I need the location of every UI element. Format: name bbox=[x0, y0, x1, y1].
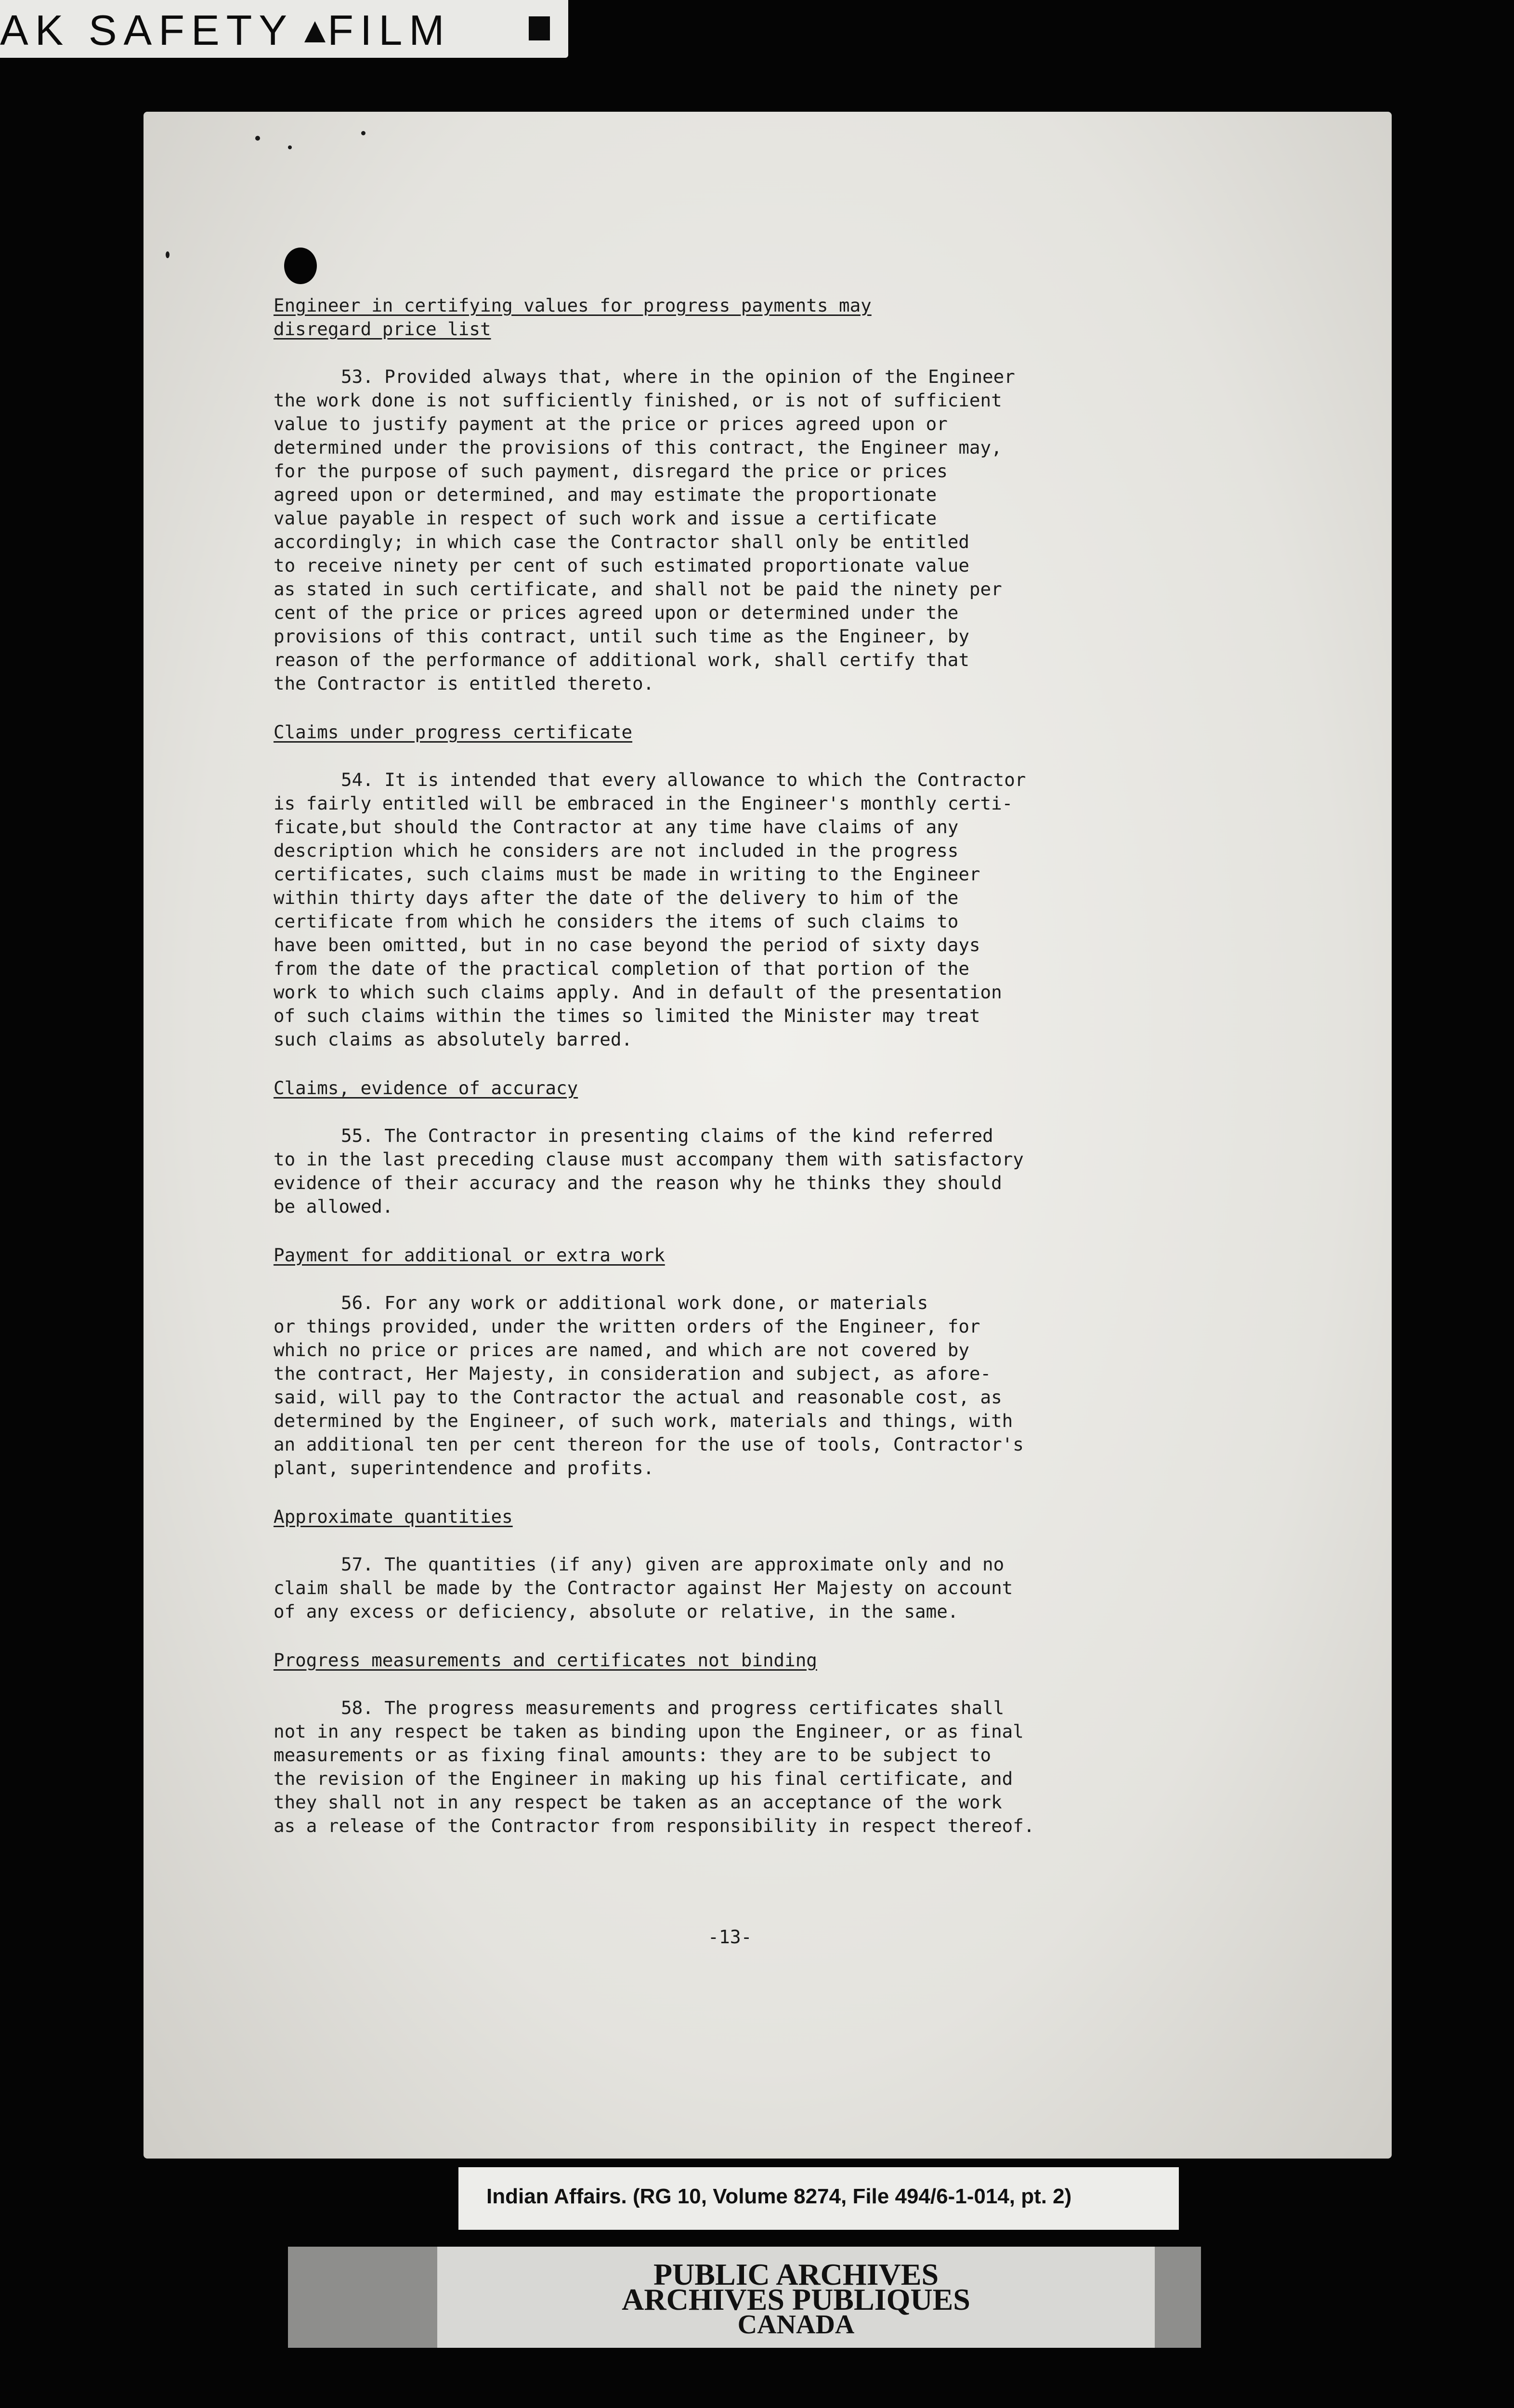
page-number: -13- bbox=[708, 1926, 752, 1948]
section-paragraph: 54. It is intended that every allowance to which the Contractor is fairly entitled will be embraced in the Engineer's monthly certi- ficate,but should the Contractor at any time have claims of any description which he considers are not included in the progress certificates, such claims must be made in writing to the Engineer within thirty days after the date of the delivery to him of the certificate from which he considers the items of such claims to have been omitted, but in no case beyond the period of sixty days from the date of the practical completion of that portion of the work to which such claims apply. And in default of the presentation of such claims within the times so limited the Minister may treat such claims as absolutely barred. bbox=[274, 769, 1026, 1050]
section-heading: Claims under progress certificate bbox=[274, 721, 633, 743]
speck bbox=[166, 251, 170, 258]
square-icon bbox=[529, 16, 550, 40]
film-label bbox=[0, 6, 451, 55]
clause-57 bbox=[274, 1505, 1246, 1623]
clause-54 bbox=[274, 720, 1246, 1051]
film-label-right: FILM bbox=[327, 6, 451, 54]
clause-53 bbox=[274, 294, 1246, 695]
document-body bbox=[274, 294, 1246, 1863]
document-page bbox=[144, 112, 1392, 2159]
film-label-left: AK SAFETY bbox=[0, 6, 294, 54]
citation-text: Indian Affairs. (RG 10, Volume 8274, File 494/6-1-014, pt. 2) bbox=[486, 2185, 1072, 2208]
section-heading: Payment for additional or extra work bbox=[274, 1244, 665, 1266]
clause-58 bbox=[274, 1649, 1246, 1838]
triangle-icon bbox=[304, 21, 326, 42]
stamp-line-1: PUBLIC ARCHIVES bbox=[653, 2257, 939, 2291]
section-paragraph: 53. Provided always that, where in the opinion of the Engineer the work done is not sufficiently finished, or is not of sufficient value to justify payment at the price or prices agreed upon or determined under the provisions of this contract, the Engineer may, for the purpose of such payment, disregard the price or prices agreed upon or determined, and may estimate the proportionate value payable in respect of such work and issue a certificate accordingly; in which case the Contractor shall only be entitled to receive ninety per cent of such estimated proportionate value as stated in such certificate, and shall not be paid the ninety per cent of the price or prices agreed upon or determined under the provisions of this contract, until such time as the Engineer, by reason of the performance of additional work, shall certify that the Contractor is entitled thereto. bbox=[274, 366, 1015, 694]
section-heading: Progress measurements and certificates not binding bbox=[274, 1649, 817, 1671]
section-heading: Engineer in certifying values for progress payments may disregard price list bbox=[274, 295, 872, 340]
speck bbox=[288, 145, 292, 149]
clause-55 bbox=[274, 1076, 1246, 1218]
section-paragraph: 56. For any work or additional work done, or materials or things provided, under the written orders of the Engineer, for which no price or prices are named, and which are not covered by the contract, Her Majesty, in consideration and subject, as afore- said, will pay to the Contractor the actual and reasonable cost, as determined by the Engineer, of such work, materials and things, with an additional ten per cent thereon for the use of tools, Contractor's plant, superintendence and profits. bbox=[274, 1292, 1024, 1479]
section-heading: Claims, evidence of accuracy bbox=[274, 1077, 578, 1099]
punch-hole bbox=[284, 248, 317, 284]
speck bbox=[255, 136, 260, 141]
stamp-line-2: ARCHIVES PUBLIQUES bbox=[622, 2282, 970, 2316]
section-heading: Approximate quantities bbox=[274, 1506, 513, 1527]
film-header-strip bbox=[0, 0, 568, 58]
archive-citation-label bbox=[458, 2167, 1179, 2230]
stamp-line-3: CANADA bbox=[737, 2310, 855, 2340]
section-paragraph: 55. The Contractor in presenting claims of the kind referred to in the last preceding clause must accompany them with satisfactory evidence of their accuracy and the reason why he thinks they should be allowed. bbox=[274, 1125, 1024, 1217]
speck bbox=[361, 131, 365, 135]
section-paragraph: 58. The progress measurements and progress certificates shall not in any respect be taken as binding upon the Engineer, or as final measurements or as fixing final amounts: they are to be subject to the revision of the Engineer in making up his final certificate, and they shall not in any respect be taken as an acceptance of the work as a release of the Contractor from responsibility in respect thereof. bbox=[274, 1697, 1035, 1836]
archive-stamp bbox=[288, 2247, 1201, 2348]
clause-56 bbox=[274, 1243, 1246, 1480]
section-paragraph: 57. The quantities (if any) given are approximate only and no claim shall be made by the Contractor against Her Majesty on account of any excess or deficiency, absolute or relative, in the same. bbox=[274, 1554, 1013, 1622]
stamp-background bbox=[437, 2247, 1155, 2348]
